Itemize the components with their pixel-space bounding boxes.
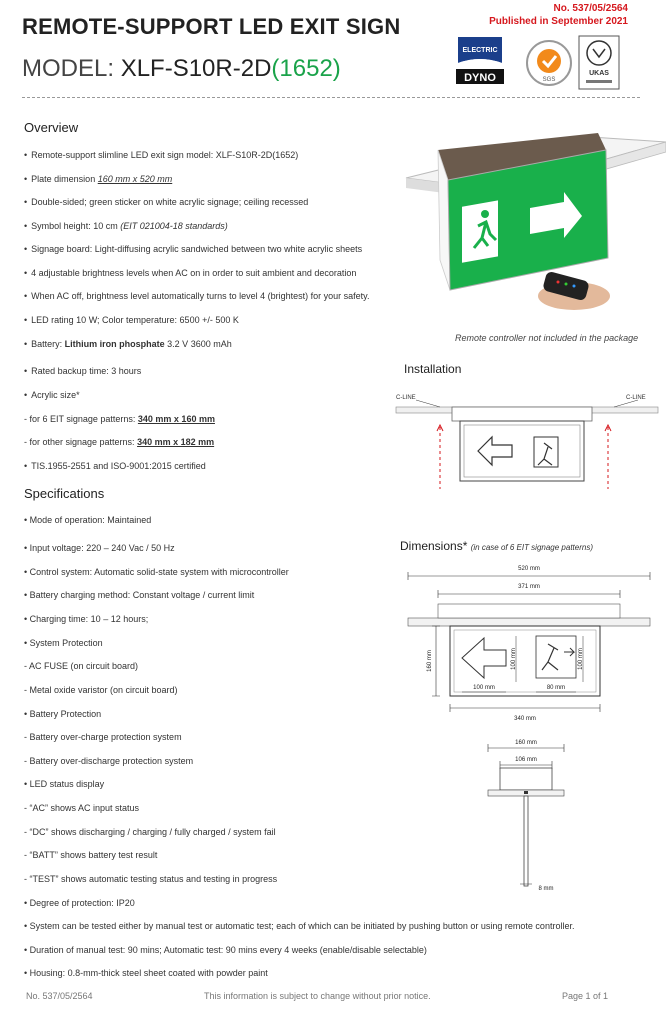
spec-item: • System Protection bbox=[24, 638, 103, 648]
spec-item: • Housing: 0.8-mm-thick steel sheet coated with powder paint bbox=[24, 968, 268, 978]
published-date: Published in September 2021 bbox=[489, 16, 628, 27]
spec-item: • Battery charging method: Constant voltage / current limit bbox=[24, 590, 255, 600]
overview-item: • Signage board: Light-diffusing acrylic sandwiched between two white acrylic sheets bbox=[24, 244, 363, 254]
dyno-logo-bottom-text: DYNO bbox=[464, 72, 496, 84]
dim-100-vert-left: 100 mm bbox=[511, 648, 517, 670]
spec-item: - “BATT” shows battery test result bbox=[24, 850, 158, 860]
c-line-right: C-LINE bbox=[626, 395, 646, 401]
footer-notice: This information is subject to change without prior notice. bbox=[204, 991, 431, 1001]
spec-item: • Control system: Automatic solid-state system with microcontroller bbox=[24, 567, 289, 577]
header-divider bbox=[22, 97, 640, 98]
overview-item: • Plate dimension 160 mm x 520 mm bbox=[24, 174, 173, 184]
dimensions-title: Dimensions* (in case of 6 EIT signage patterns) bbox=[400, 539, 593, 553]
acrylic-size-line: - for 6 EIT signage patterns: 340 mm x 160 mm bbox=[24, 414, 215, 424]
spec-item: - “AC” shows AC input status bbox=[24, 803, 140, 813]
model-label: MODEL: bbox=[22, 55, 121, 82]
footer-doc-number: No. 537/05/2564 bbox=[26, 991, 93, 1001]
spec-item: • Battery Protection bbox=[24, 709, 102, 719]
overview-heading: Overview bbox=[24, 120, 79, 135]
installation-diagram bbox=[382, 385, 668, 495]
dim-340: 340 mm bbox=[514, 716, 536, 722]
model-number: (1652) bbox=[271, 55, 341, 82]
spec-item: • Degree of protection: IP20 bbox=[24, 898, 135, 908]
doc-number: No. 537/05/2564 bbox=[553, 3, 628, 14]
overview-item: • Double-sided; green sticker on white acrylic signage; ceiling recessed bbox=[24, 197, 309, 207]
dim-80: 80 mm bbox=[546, 685, 566, 691]
spec-item: • Mode of operation: Maintained bbox=[24, 515, 152, 525]
overview-item: • Rated backup time: 3 hours bbox=[24, 366, 142, 376]
model-line bbox=[22, 55, 341, 83]
installation-title: Installation bbox=[404, 362, 462, 376]
sgs-logo-text: SGS bbox=[542, 77, 556, 83]
overview-item: • When AC off, brightness level automatically turns to level 4 (brightest) for your safety. bbox=[24, 291, 370, 301]
product-photo bbox=[398, 130, 666, 330]
overview-item: • LED rating 10 W; Color temperature: 6500 +/- 500 K bbox=[24, 315, 239, 325]
dyno-logo-top-text: ELECTRIC bbox=[462, 47, 498, 54]
footer-page: Page 1 of 1 bbox=[562, 991, 609, 1001]
overview-item: • Battery: Lithium iron phosphate 3.2 V 3600 mAh bbox=[24, 339, 232, 349]
doc-number-block bbox=[489, 2, 628, 28]
ukas-logo bbox=[578, 35, 620, 90]
spec-item: - “TEST” shows automatic testing status and testing in progress bbox=[24, 874, 278, 884]
spec-item: - Battery over-charge protection system bbox=[24, 732, 182, 742]
spec-item: - Metal oxide varistor (on circuit board) bbox=[24, 685, 178, 695]
dim-100-vert-right: 100 mm bbox=[578, 648, 584, 670]
dim-100-horiz: 100 mm bbox=[473, 685, 495, 691]
spec-item: • LED status display bbox=[24, 779, 105, 789]
c-line-left: C-LINE bbox=[396, 395, 416, 401]
remote-caption: Remote controller not included in the package bbox=[455, 333, 639, 343]
specifications-heading: Specifications bbox=[24, 486, 105, 501]
dim-160-vert: 160 mm bbox=[427, 650, 433, 672]
spec-item: - AC FUSE (on circuit board) bbox=[24, 661, 139, 671]
document-title: REMOTE-SUPPORT LED EXIT SIGN bbox=[22, 14, 401, 39]
sgs-logo bbox=[524, 38, 574, 88]
spec-item: • Input voltage: 220 – 240 Vac / 50 Hz bbox=[24, 543, 175, 553]
dim-520: 520 mm bbox=[518, 566, 540, 572]
spec-item: • Duration of manual test: 90 mins; Automatic test: 90 mins every 4 weeks (enable/disable selectable) bbox=[24, 945, 427, 955]
spec-item: - Battery over-discharge protection system bbox=[24, 756, 194, 766]
ukas-logo-text: UKAS bbox=[589, 70, 609, 77]
side-view-diagram bbox=[482, 734, 582, 894]
overview-item: • Symbol height: 10 cm (EIT 021004-18 standards) bbox=[24, 221, 228, 231]
overview-item: • 4 adjustable brightness levels when AC on in order to suit ambient and decoration bbox=[24, 268, 357, 278]
dyno-logo bbox=[452, 33, 508, 87]
dim-side-160: 160 mm bbox=[515, 740, 537, 746]
overview-item: • Acrylic size* bbox=[24, 390, 80, 400]
dim-8: 8 mm bbox=[538, 886, 554, 892]
dim-371: 371 mm bbox=[518, 584, 540, 590]
model-code: XLF-S10R-2D bbox=[120, 55, 272, 82]
spec-item: • Charging time: 10 – 12 hours; bbox=[24, 614, 149, 624]
certification-line: • TIS.1955-2551 and ISO-9001:2015 certified bbox=[24, 461, 206, 471]
dimensions-diagram bbox=[398, 558, 668, 730]
spec-item: • System can be tested either by manual test or automatic test; each of which can be initiated by pushing button or using remote controller. bbox=[24, 921, 575, 931]
overview-item: • Remote-support slimline LED exit sign model: XLF-S10R-2D(1652) bbox=[24, 150, 299, 160]
acrylic-size-line: - for other signage patterns: 340 mm x 182 mm bbox=[24, 437, 215, 447]
spec-item: - “DC” shows discharging / charging / fully charged / system fail bbox=[24, 827, 276, 837]
dim-side-106: 106 mm bbox=[515, 757, 537, 763]
